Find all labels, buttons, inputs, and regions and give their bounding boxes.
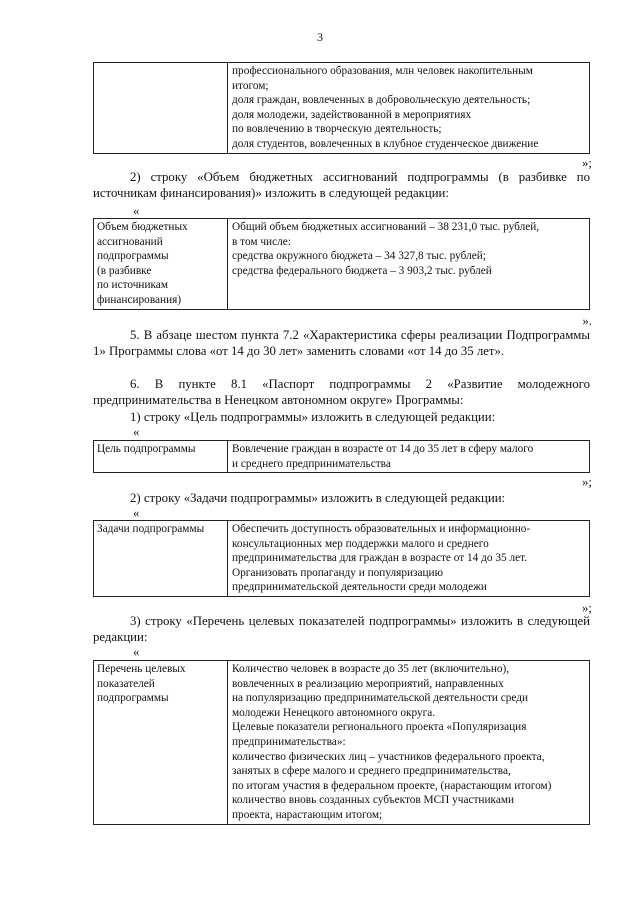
closing-quote: »; bbox=[582, 601, 592, 615]
opening-quote: « bbox=[133, 425, 140, 439]
value-line: предпринимательства для граждан в возрасте от 14 до 35 лет. bbox=[232, 552, 528, 565]
table-label-cell: Задачи подпрограммы bbox=[94, 521, 228, 597]
table-line: доля студентов, вовлеченных в клубное студенческое движение bbox=[232, 137, 539, 150]
table-row bbox=[94, 661, 590, 825]
value-line: средства федерального бюджета – 3 903,2 тыс. рублей bbox=[232, 264, 492, 277]
paragraph-text: 2) строку «Объем бюджетных ассигнований подпрограммы (в разбивке по источникам финансирования)» изложить в следующей редакции: bbox=[93, 170, 590, 200]
table-label-cell bbox=[94, 219, 228, 310]
opening-quote: « bbox=[133, 506, 140, 520]
value-line: консультационных мер поддержки малого и среднего bbox=[232, 537, 489, 550]
paragraph-item-2 bbox=[93, 170, 590, 201]
table-row bbox=[94, 219, 590, 310]
label-line: ассигнований bbox=[97, 235, 163, 248]
table-line: по вовлечению в творческую деятельность; bbox=[232, 123, 442, 136]
table-label-cell bbox=[94, 63, 228, 154]
table-goal bbox=[93, 440, 590, 473]
paragraph-text: 2) строку «Задачи подпрограммы» изложить в следующей редакции: bbox=[130, 491, 506, 505]
value-line: количество физических лиц – участников федерального проекта, bbox=[232, 750, 545, 763]
value-line: Организовать пропаганду и популяризацию bbox=[232, 566, 444, 579]
paragraph-text: 5. В абзаце шестом пункта 7.2 «Характеристика сферы реализации Подпрограммы 1» Программы слова «от 14 до 30 лет» заменить словами «от 14 до 35 лет». bbox=[93, 328, 590, 358]
value-line: проекта, нарастающим итогом; bbox=[232, 808, 383, 821]
value-line: молодежи Ненецкого автономного округа. bbox=[232, 706, 436, 719]
label-line: (в разбивке bbox=[97, 264, 152, 277]
table-row bbox=[94, 441, 590, 473]
table-budget bbox=[93, 218, 590, 310]
label-line: по источникам bbox=[97, 279, 168, 292]
table-value-cell bbox=[228, 441, 590, 473]
table-line: доля граждан, вовлеченных в добровольческую деятельность; bbox=[232, 94, 531, 107]
value-line: по итогам участия в федеральном проекте, (нарастающим итогом) bbox=[232, 779, 552, 792]
label-line: подпрограммы bbox=[97, 692, 169, 705]
value-line: Общий объем бюджетных ассигнований – 38 231,0 тыс. рублей, bbox=[232, 221, 540, 233]
table-row bbox=[94, 521, 590, 597]
label-line: показателей bbox=[97, 677, 155, 690]
value-line: предпринимательской деятельности среди молодежи bbox=[232, 581, 487, 594]
table-label-cell: Цель подпрограммы bbox=[94, 441, 228, 473]
paragraph-item-6-2 bbox=[93, 491, 590, 507]
value-line: Обеспечить доступность образовательных и информационно- bbox=[232, 523, 531, 535]
table-value-cell bbox=[228, 63, 590, 154]
table-target-indicators bbox=[93, 660, 590, 825]
paragraph-text: 6. В пункте 8.1 «Паспорт подпрограммы 2 «Развитие молодежного предпринимательства в Ненецком автономном округе» Программы: bbox=[93, 377, 590, 407]
value-line: в том числе: bbox=[232, 235, 291, 248]
value-line: Количество человек в возрасте до 35 лет (включительно), bbox=[232, 663, 510, 675]
value-line: количество вновь созданных субъектов МСП участниками bbox=[232, 794, 515, 807]
paragraph-text: 3) строку «Перечень целевых показателей подпрограммы» изложить в следующей редакции: bbox=[93, 614, 590, 644]
table-value-cell bbox=[228, 521, 590, 597]
value-line: вовлеченных в реализацию мероприятий, направленных bbox=[232, 677, 504, 690]
label-line: финансирования) bbox=[97, 293, 182, 306]
label-line: Объем бюджетных bbox=[97, 221, 188, 233]
paragraph-item-6-1 bbox=[93, 410, 590, 426]
table-row bbox=[94, 63, 590, 154]
paragraph-item-6 bbox=[93, 377, 590, 408]
table-line: доля молодежи, задействованной в мероприятиях bbox=[232, 108, 472, 121]
table-education-indicators bbox=[93, 62, 590, 154]
value-line: Целевые показатели регионального проекта «Популяризация bbox=[232, 721, 527, 734]
label-line: Перечень целевых bbox=[97, 663, 186, 675]
value-line: занятых в сфере малого и среднего предпринимательства, bbox=[232, 765, 511, 778]
table-label-cell bbox=[94, 661, 228, 825]
table-value-cell bbox=[228, 661, 590, 825]
page-number: 3 bbox=[317, 30, 323, 44]
paragraph-text: 1) строку «Цель подпрограммы» изложить в следующей редакции: bbox=[130, 410, 496, 424]
opening-quote: « bbox=[133, 645, 140, 659]
closing-quote: ». bbox=[582, 314, 592, 328]
label-line: подпрограммы bbox=[97, 250, 169, 263]
value-line: средства окружного бюджета – 34 327,8 тыс. рублей; bbox=[232, 250, 486, 263]
value-line: и среднего предпринимательства bbox=[232, 457, 391, 470]
table-value-cell bbox=[228, 219, 590, 310]
paragraph-item-5 bbox=[93, 328, 590, 359]
paragraph-item-6-3 bbox=[93, 614, 590, 645]
value-line: на популяризацию предпринимательской деятельности среди bbox=[232, 692, 529, 705]
value-line: Вовлечение граждан в возрасте от 14 до 35 лет в сферу малого bbox=[232, 443, 534, 455]
table-line: итогом; bbox=[232, 79, 269, 92]
value-line: предпринимательства»: bbox=[232, 735, 346, 748]
table-tasks bbox=[93, 520, 590, 597]
closing-quote: »; bbox=[582, 475, 592, 489]
opening-quote: « bbox=[133, 204, 140, 218]
closing-quote: »; bbox=[582, 156, 592, 170]
table-line: профессионального образования, млн человек накопительным bbox=[232, 65, 533, 77]
